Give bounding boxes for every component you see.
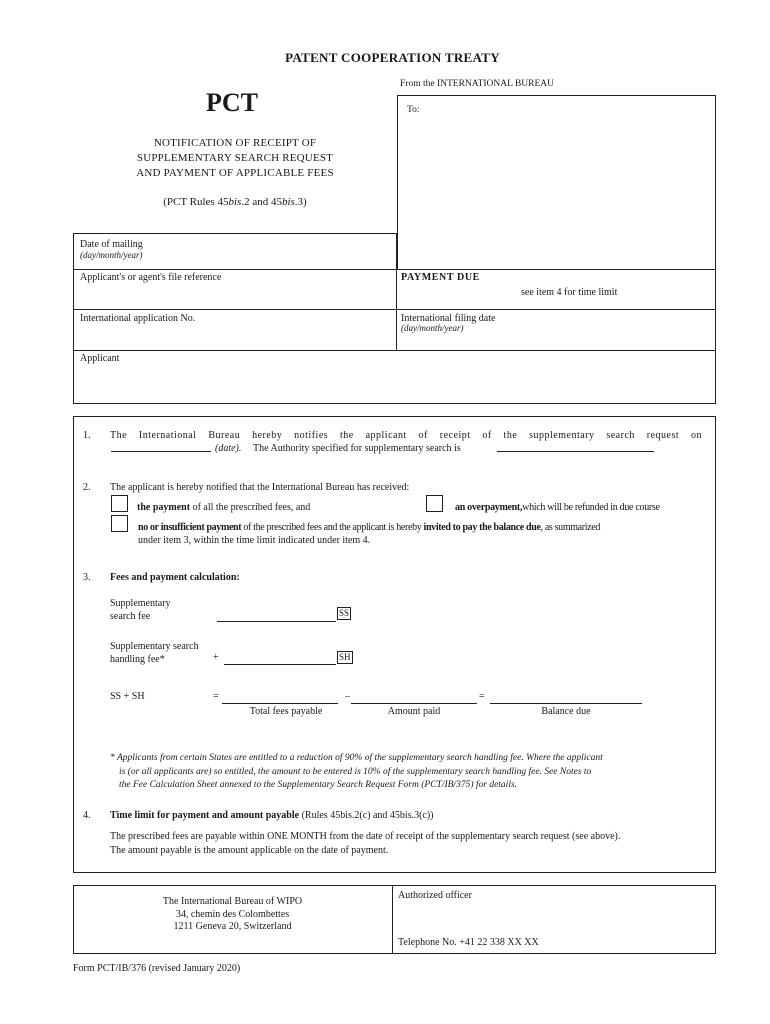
treaty-title: PATENT COOPERATION TREATY: [285, 50, 500, 65]
insufficient-payment-checkbox[interactable]: [111, 515, 128, 532]
item-4-number: 4.: [83, 810, 91, 821]
item-3-title: Fees and payment calculation:: [110, 572, 240, 583]
item-4-title: Time limit for payment and amount payable: [110, 810, 300, 821]
notification-title-line-1: NOTIFICATION OF RECEIPT OF: [153, 137, 317, 149]
total-fees-field[interactable]: [222, 703, 338, 704]
footnote: [110, 752, 603, 793]
ss-tag: SS: [339, 608, 350, 618]
form-identifier: Form PCT/IB/376 (revised January 2020): [73, 963, 241, 974]
equals-sign-2: =: [479, 691, 485, 702]
insufficient-payment-line-2: under item 3, within the time limit indicated under item 4.: [138, 535, 371, 546]
insufficient-option-mid: of the prescribed fees and the applicant is hereby: [243, 522, 422, 533]
insufficient-payment-option: [138, 522, 600, 533]
balance-due-label: Balance due: [541, 706, 591, 717]
supplementary-fee-label: [110, 597, 171, 623]
item-2-number: 2.: [83, 482, 91, 493]
recipient-box[interactable]: [397, 95, 716, 270]
date-mailing-label: Date of mailing: [80, 239, 143, 250]
from-label: From the INTERNATIONAL BUREAU: [400, 79, 555, 89]
footnote-line-1: * Applicants from certain States are entitled to a reduction of 90% of the supplementary search handling fee. Where the applicant: [110, 753, 603, 763]
date-mailing-format: (day/month/year): [80, 250, 143, 260]
supplementary-fee-field[interactable]: [217, 621, 336, 622]
item-4-line-2: The amount payable is the amount applicable on the date of payment.: [110, 845, 389, 856]
payment-due-note: see item 4 for time limit: [521, 287, 618, 298]
equals-sign-1: =: [213, 691, 219, 702]
wipo-address: [73, 896, 392, 934]
item-4-line-1: The prescribed fees are payable within ONE MONTH from the date of receipt of the supplementary search request (see above).: [110, 831, 621, 842]
overpayment-checkbox[interactable]: [426, 495, 443, 512]
rules-bis-1: bis: [228, 196, 242, 208]
item-1-date-field[interactable]: [111, 451, 211, 452]
handling-fee-label: [110, 640, 199, 666]
overpayment-option-bold: an overpayment,: [455, 502, 523, 513]
notification-title-line-3: AND PAYMENT OF APPLICABLE FEES: [136, 167, 334, 179]
filing-date-label: International filing date: [401, 313, 496, 324]
sh-tag: SH: [339, 652, 351, 662]
payment-option-text: of all the prescribed fees, and: [192, 502, 311, 513]
overpayment-option-text: which will be refunded in due course: [522, 502, 660, 513]
insufficient-option-bold: no or insufficient payment: [138, 522, 242, 533]
to-label: To:: [407, 105, 420, 115]
item-2-text: The applicant is hereby notified that the International Bureau has received:: [110, 482, 410, 493]
notification-title-line-2: SUPPLEMENTARY SEARCH REQUEST: [136, 152, 334, 164]
rules-suffix: .3): [294, 196, 307, 208]
minus-sign: –: [345, 691, 350, 702]
filing-date-format: (day/month/year): [401, 323, 464, 333]
footnote-line-2: is (or all applicants are) so entitled, the amount to be entered is 10% of the supplementary search handling fee. See Notes to: [119, 766, 592, 777]
wipo-address-line-3: 1211 Geneva 20, Switzerland: [173, 921, 292, 932]
amount-paid-field[interactable]: [351, 703, 477, 704]
telephone-number: Telephone No. +41 22 338 XX XX: [398, 937, 539, 948]
item-1-number: 1.: [83, 430, 91, 441]
handling-fee-field[interactable]: [224, 664, 336, 665]
insufficient-option-rest: , as summarized: [540, 522, 600, 533]
supplementary-fee-label-2: search fee: [110, 611, 151, 622]
date-mailing-box: [73, 233, 397, 270]
plus-sign: +: [213, 652, 219, 663]
item-1-authority-text: The Authority specified for supplementary search is: [253, 443, 461, 454]
payment-option-bold: the payment: [137, 502, 191, 513]
fields-table: [73, 269, 716, 404]
notification-title: [100, 136, 370, 181]
footnote-line-3: the Fee Calculation Sheet annexed to the Supplementary Search Request Form (PCT/IB/375) for details.: [119, 780, 518, 790]
item-1-date-label: (date).: [215, 443, 242, 454]
item-4-heading: [110, 810, 434, 821]
ss-sh-label: SS + SH: [110, 691, 145, 702]
applicant-label: Applicant: [80, 353, 120, 364]
wipo-address-line-1: The International Bureau of WIPO: [162, 896, 303, 907]
handling-fee-label-2: handling fee*: [110, 654, 165, 665]
item-4-text: [110, 830, 620, 858]
rules-reference: [100, 196, 370, 208]
rules-prefix: (PCT Rules 45: [163, 196, 229, 208]
authorized-officer-label: Authorized officer: [398, 890, 472, 901]
amount-paid-label: Amount paid: [387, 706, 441, 717]
application-number-label: International application No.: [80, 313, 196, 324]
item-1-text: The International Bureau hereby notifies the applicant of receipt of the supplementary search request on: [110, 430, 702, 441]
file-reference-label: Applicant's or agent's file reference: [80, 272, 222, 283]
handling-fee-label-1: Supplementary search: [110, 641, 199, 652]
payment-checkbox[interactable]: [111, 495, 128, 512]
total-fees-label: Total fees payable: [249, 706, 323, 717]
rules-bis-2: bis: [281, 196, 295, 208]
overpayment-option: [455, 502, 660, 513]
payment-option: [137, 502, 310, 513]
wipo-address-line-2: 34, chemin des Colombettes: [175, 908, 290, 920]
payment-due-label: PAYMENT DUE: [401, 272, 480, 283]
balance-due-field[interactable]: [490, 703, 642, 704]
supplementary-fee-label-1: Supplementary: [110, 598, 171, 609]
pct-title: PCT: [206, 88, 258, 117]
item-3-number: 3.: [83, 572, 91, 583]
rules-mid: .2 and 45: [241, 196, 282, 208]
insufficient-option-bold-2: invited to pay the balance due: [423, 522, 541, 533]
item-1-authority-field[interactable]: [497, 451, 654, 452]
item-4-rules: (Rules 45bis.2(c) and 45bis.3(c)): [301, 810, 434, 821]
